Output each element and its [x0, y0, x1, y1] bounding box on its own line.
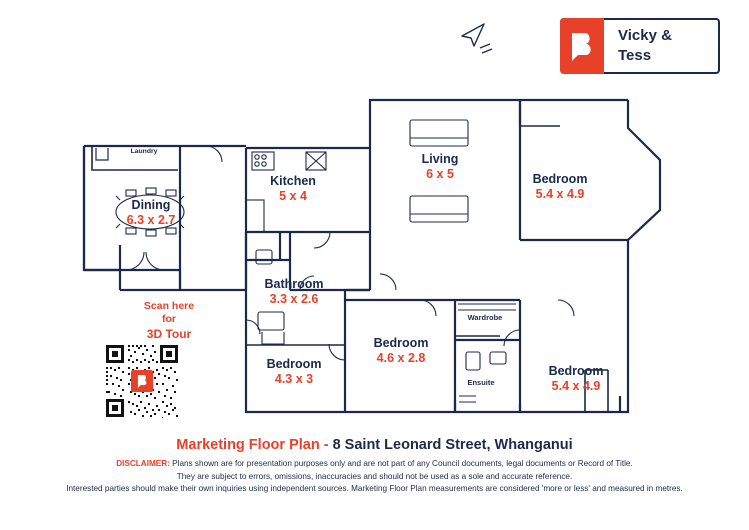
brand-logo-icon — [560, 18, 604, 74]
plan-title — [0, 437, 749, 453]
room-laundry — [104, 148, 184, 156]
room-dimension: 3.3 x 2.6 — [269, 292, 319, 307]
room-name: Bathroom — [264, 277, 324, 291]
room-name: Ensuite — [467, 378, 495, 387]
disclaimer-text-1: Plans shown are for presentation purposes only and are not part of any Council documents, legal documents or Record of Title. — [172, 459, 633, 468]
agent-name-line1: Vicky & — [618, 27, 672, 44]
room-dimension: 4.6 x 2.8 — [376, 351, 426, 366]
room-kitchen — [250, 174, 336, 205]
plan-title-address: 8 Saint Leonard Street, Whanganui — [332, 437, 573, 453]
room-bedroom-top-right — [508, 172, 612, 203]
room-dimension: 5.4 x 4.9 — [551, 379, 601, 394]
scan-line-2: for — [162, 313, 176, 326]
disclaimer-label: DISCLAIMER: — [116, 459, 170, 468]
room-dimension: 6.3 x 2.7 — [126, 213, 176, 228]
room-name: Kitchen — [270, 174, 316, 188]
room-bedroom-lower-left — [248, 357, 340, 388]
room-name: Dining — [131, 198, 171, 212]
north-arrow-icon — [458, 20, 498, 60]
disclaimer-line-3: Interested parties should make their own inquiries using independent sources. Marketing Floor Plan measurements are considered 'more or less' and measured in metres. — [66, 484, 683, 494]
room-bathroom — [244, 277, 344, 308]
agent-name — [618, 26, 714, 66]
room-name: Living — [421, 152, 459, 166]
agent-name-line2: Tess — [618, 46, 652, 64]
room-name: Laundry — [130, 148, 158, 155]
disclaimer-line-2: They are subject to errors, omissions, inaccuracies and should not be used as a sole and accurate reference. — [176, 471, 573, 481]
room-dimension: 5.4 x 4.9 — [535, 187, 585, 202]
disclaimer-line-1 — [0, 458, 749, 471]
scan-line-3: 3D Tour — [146, 326, 192, 341]
room-dimension: 5 x 4 — [279, 189, 307, 204]
room-name: Bedroom — [373, 336, 429, 350]
room-living — [392, 152, 488, 183]
room-name: Bedroom — [266, 357, 322, 371]
room-dining — [100, 198, 202, 229]
room-bedroom-bottom-right — [524, 364, 628, 395]
qr-brand-badge — [131, 370, 153, 392]
room-dimension: 4.3 x 3 — [274, 372, 314, 387]
room-bedroom-centre — [356, 336, 446, 367]
room-name: Bedroom — [548, 364, 604, 378]
disclaimer — [0, 458, 749, 496]
room-ensuite — [446, 378, 516, 387]
plan-title-prefix: Marketing Floor Plan - — [176, 437, 333, 453]
room-name: Bedroom — [532, 172, 588, 186]
room-wardrobe — [452, 313, 518, 322]
room-name: Wardrobe — [467, 313, 503, 322]
scan-instructions — [96, 300, 242, 342]
scan-line-1: Scan here — [143, 300, 195, 312]
room-dimension: 6 x 5 — [426, 167, 454, 182]
